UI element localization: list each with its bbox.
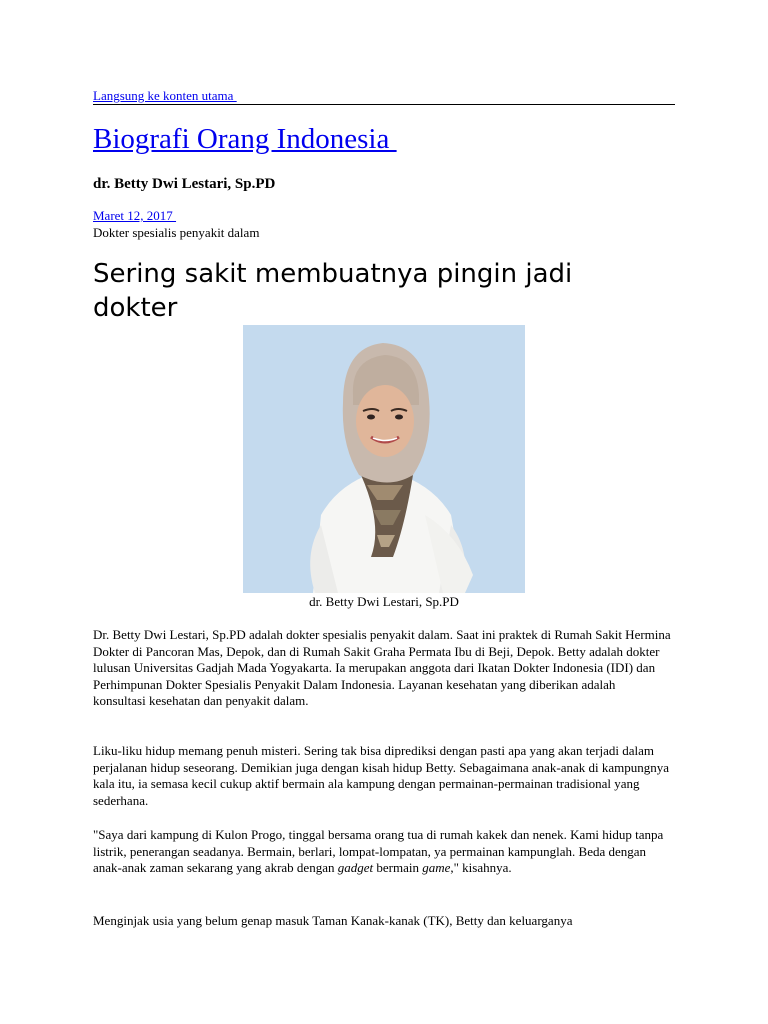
quote-text-a: "Saya dari kampung di Kulon Progo, tinggal bersama orang tua di rumah kakek dan nenek. Kami hidup tanpa listrik, penerangan seadanya. Bermain, berlari, lompat-lompatan, ya permainan kampunglah. Beda dengan anak-anak zaman sekarang yang akrab dengan (93, 827, 664, 876)
quote-gadget-word: gadget (337, 860, 374, 876)
skip-link-bar (93, 88, 675, 105)
paragraph-early-age: Menginjak usia yang belum genap masuk Taman Kanak-kanak (TK), Betty dan keluarganya (93, 913, 573, 928)
post-title: dr. Betty Dwi Lestari, Sp.PD (93, 176, 276, 192)
quote-game-word: game (422, 860, 451, 876)
post-subtitle: Dokter spesialis penyakit dalam (93, 225, 260, 240)
paragraph-childhood: Liku-liku hidup memang penuh misteri. Sering tak bisa diprediksi dengan pasti apa yang akan terjadi dalam perjalanan hidup seseorang. Demikian juga dengan kisah hidup Betty. Sebagaimana anak-anak di kampungnya kala itu, ia semasa kecil cukup aktif bermain ala kampung dengan permainan-permainan tradisional yang sederhana. (93, 743, 670, 808)
quote-text-c: ," kisahnya. (450, 860, 512, 876)
paragraph-quote (93, 827, 671, 877)
skip-to-content-link[interactable]: Langsung ke konten utama (93, 88, 237, 103)
article-heading: Sering sakit membuatnya pingin jadi dokter (93, 259, 573, 323)
portrait-illustration (243, 325, 525, 593)
post-date-link[interactable]: Maret 12, 2017 (93, 208, 177, 223)
photo-caption: dr. Betty Dwi Lestari, Sp.PD (309, 594, 459, 609)
paragraph-intro: Dr. Betty Dwi Lestari, Sp.PD adalah dokter spesialis penyakit dalam. Saat ini praktek di Rumah Sakit Hermina Dokter di Pancoran Mas, Depok, dan di Rumah Sakit Graha Permata Ibu di Beji, Depok. Betty adalah dokter lulusan Universitas Gadjah Mada Yogyakarta. Ia merupakan anggota dari Ikatan Dokter Indonesia (IDI) dan Perhimpunan Dokter Spesialis Penyakit Dalam Indonesia. Layanan kesehatan yang diberikan adalah konsultasi kesehatan dan penyakit dalam. (93, 627, 671, 709)
portrait-photo (243, 325, 525, 593)
site-title-link[interactable]: Biografi Orang Indonesia (93, 123, 397, 155)
quote-text-b: bermain (373, 860, 423, 876)
